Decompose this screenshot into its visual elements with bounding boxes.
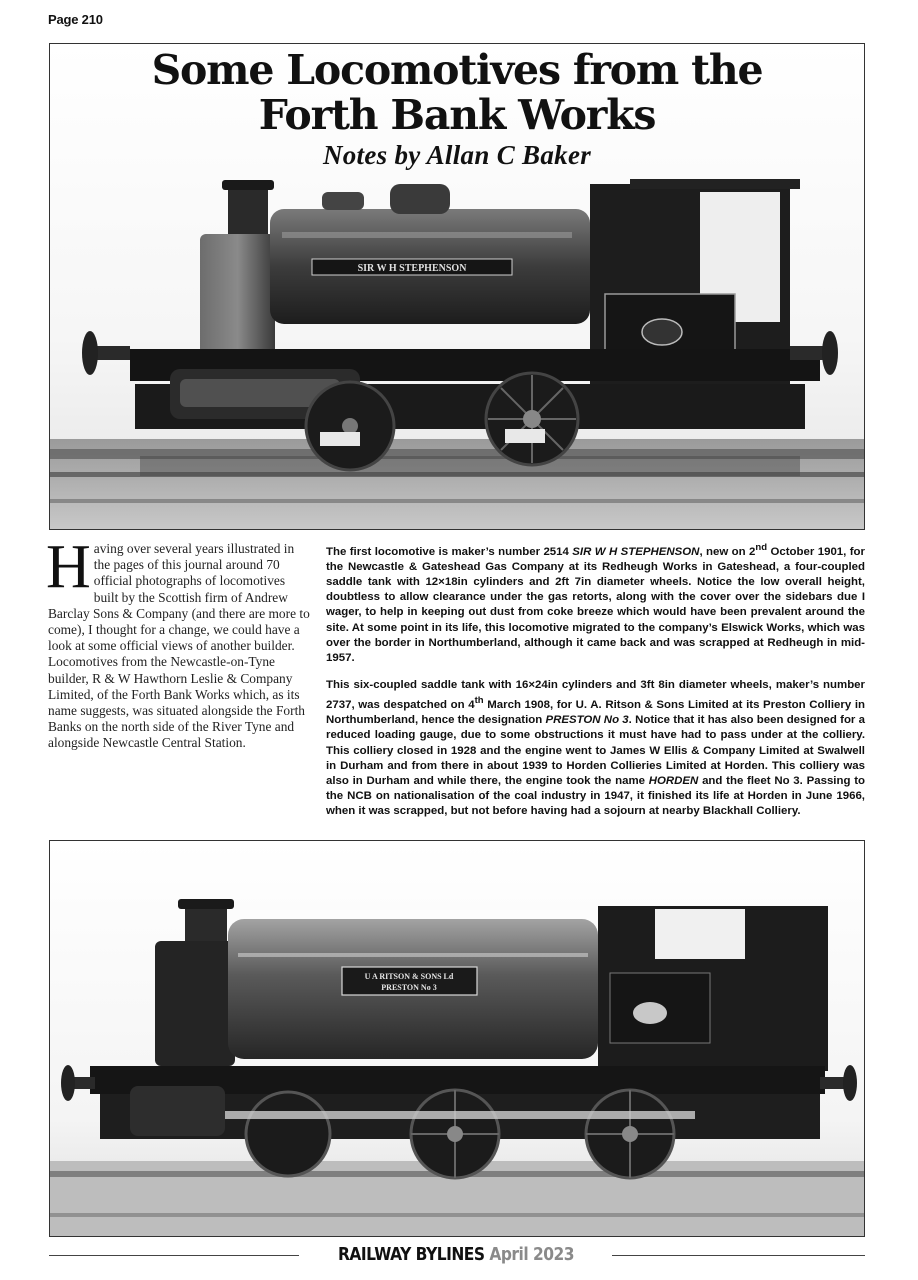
p2-text-b: March 1908, for U. A. Ritson & Sons Limited at its Preston Colliery in Northumberland, hence the designation [326,699,865,727]
footer-rule-right [612,1255,865,1256]
drop-cap: H [46,533,91,601]
issue-date: April 2023 [489,1244,575,1265]
p2-loco-name-2: HORDEN [648,774,699,787]
p2-text-c: . Notice that it has also been designed for a reduced loading gauge, due to some obstructions it must have had to pass under at the colliery. This colliery closed in 1928 and the engine went to James W Ellis & Company Limited at Swalwell in Durham and from there in about 1939 to Horden Collieries Limited at Horden. This colliery was also in Durham and while there, the engine took the name [326,714,865,787]
p1-loco-name: SIR W H STEPHENSON [572,545,700,558]
page-number: Page 210 [48,12,103,27]
footer-rule-left [49,1255,299,1256]
article-title-line-1: Some Locomotives from the [151,46,763,94]
bottom-nameplate-line-1: U A RITSON & SONS Ld [364,972,454,981]
top-photo-frame [49,43,865,530]
p2-loco-name: PRESTON No 3 [545,714,629,727]
bottom-nameplate-line-2: PRESTON No 3 [381,983,437,992]
footer [322,1244,590,1265]
top-nameplate: SIR W H STEPHENSON [357,263,467,274]
article-title-line-2: Forth Bank Works [258,91,656,139]
p1-text-b: , new on 2 [699,545,756,558]
article-byline: Notes by Allan C Baker [322,140,592,170]
intro-text: aving over several years illustrated in the pages of this journal around 70 official photographs of locomotives built by the Scottish firm of Andrew Barclay Sons & Company (and there are more to come), I thought for a change, we could have a look at some official views of another builder. Locomotives from the Newcastle-on-Tyne builder, R & W Hawthorn Leslie & Company Limited, of the Forth Bank Works which, as its name suggests, was situated alongside the Forth Banks on the north side of the River Tyne and alongside Newcastle Central Station. [48,541,310,751]
article-body [326,540,865,831]
article-title [50,48,864,138]
p2-ordinal: th [474,695,484,707]
p2-text-d: and the fleet No 3. Passing to the NCB on nationalisation of the coal industry in 1947, it finished its life at Horden in June 1966, when it was scrapped, but not before having had a sojourn at nearby Blackhall Colliery. [326,774,865,818]
p1-ordinal: nd [755,542,768,553]
body-paragraph-1 [326,540,865,666]
bottom-photo-frame [49,840,865,1237]
locomotive-photo-preston-no-3 [50,841,865,1237]
p1-text-a: The first locomotive is maker’s number 2514 [326,545,573,558]
body-paragraph-2 [326,678,865,819]
p2-text-a: This six-coupled saddle tank with 16×24in cylinders and 3ft 8in diameter wheels, maker’s number 2737, was despatched on 4 [326,679,865,712]
intro-paragraph [46,533,310,752]
p1-text-c: October 1901, for the Newcastle & Gateshead Gas Company at its Redheugh Works in Gateshead, a four-coupled saddle tank with 12×18in cylinders and 2ft 7in diameter wheels. Notice the low overall height, doubtless to allow clearance under the gas retorts, along with the cover over the sidebars due I wager, to help in keeping out dust from coke breeze which would have been prevalent around the site. At some point in its life, this locomotive migrated to the company’s Elswick Works, which was over the border in Northumberland, although it came back and was scrapped at Redheugh in mid-1957. [326,545,865,664]
magazine-name: RAILWAY BYLINES [337,1244,485,1265]
